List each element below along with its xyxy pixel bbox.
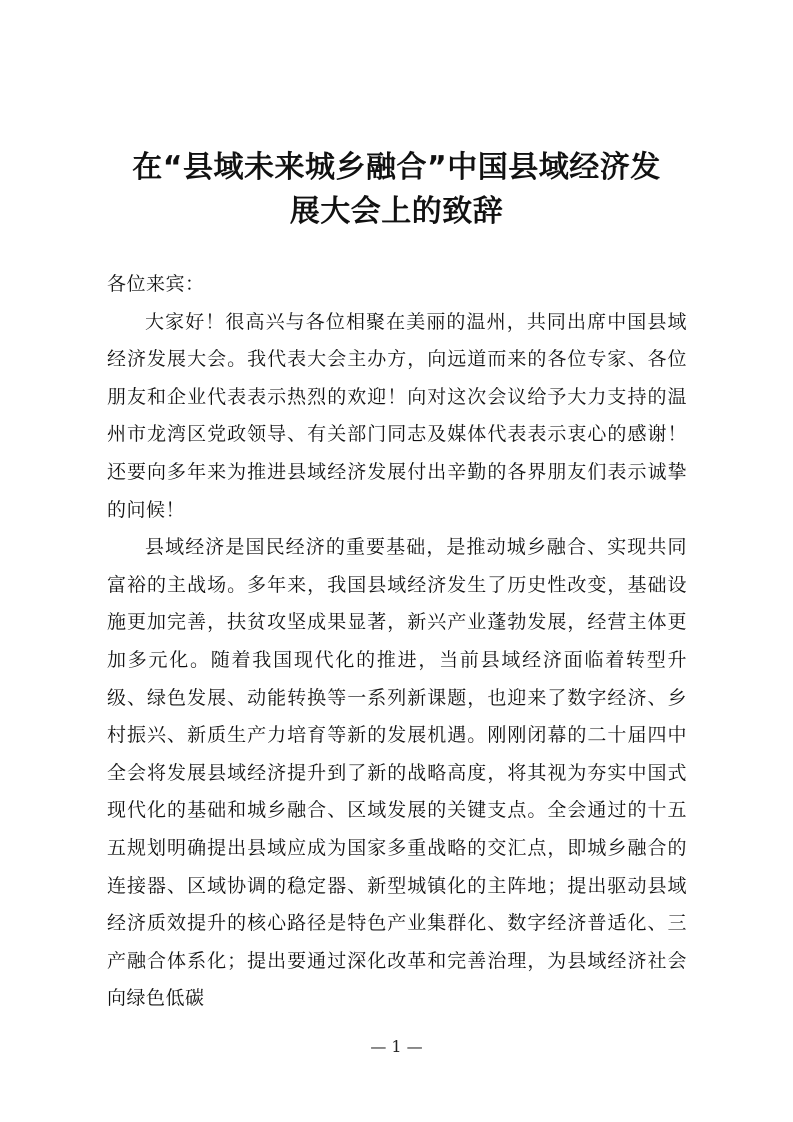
document-body: [107, 266, 687, 1018]
title-line-1: 在“县域未来城乡融合”中国县域经济发: [132, 150, 661, 185]
document-title: [96, 146, 697, 234]
salutation: 各位来宾：: [107, 273, 205, 295]
paragraph-1: 大家好！很高兴与各位相聚在美丽的温州，共同出席中国县域经济发展大会。我代表大会主办方，向远道而来的各位专家、各位朋友和企业代表表示热烈的欢迎！向对这次会议给予大力支持的温州市龙湾区党政领导、有关部门同志及媒体代表表示衷心的感谢！还要向多年来为推进县域经济发展付出辛勤的各界朋友们表示诚挚的问候！: [107, 310, 687, 521]
paragraph-2: 县域经济是国民经济的重要基础，是推动城乡融合、实现共同富裕的主战场。多年来，我国县域经济发生了历史性改变，基础设施更加完善，扶贫攻坚成果显著，新兴产业蓬勃发展，经营主体更加多元化。随着我国现代化的推进，当前县域经济面临着转型升级、绿色发展、动能转换等一系列新课题，也迎来了数字经济、乡村振兴、新质生产力培育等新的发展机遇。刚刚闭幕的二十届四中全会将发展县域经济提升到了新的战略高度，将其视为夯实中国式现代化的基础和城乡融合、区域发展的关键支点。全会通过的十五五规划明确提出县域应成为国家多重战略的交汇点，即城乡融合的连接器、区域协调的稳定器、新型城镇化的主阵地；提出驱动县域经济质效提升的核心路径是特色产业集群化、数字经济普适化、三产融合体系化；提出要通过深化改革和完善治理，为县域经济社会向绿色低碳: [107, 536, 687, 1010]
title-line-2: 展大会上的致辞: [289, 194, 504, 229]
page-number: — 1 —: [370, 1037, 423, 1056]
